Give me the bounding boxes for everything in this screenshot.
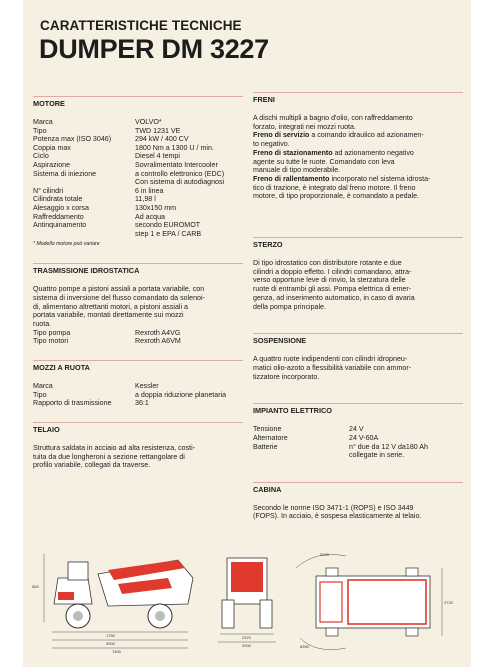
- text-line: (FOPS). In acciaio, è sospesa elasticamente al telaio.: [253, 512, 422, 521]
- spec-value-line: VOLVO*: [135, 118, 162, 126]
- dumper-front-view-drawing: [212, 548, 282, 658]
- telaio-text: [33, 444, 243, 470]
- spec-label: Coppia max: [33, 143, 71, 152]
- page-title: DUMPER DM 3227: [39, 34, 269, 64]
- section-heading-mozzi: MOZZI A RUOTA: [33, 360, 243, 372]
- text-line: [253, 149, 463, 158]
- spec-row: [33, 204, 243, 213]
- spec-value-line: Kessler: [135, 382, 159, 391]
- spec-row: [33, 399, 243, 408]
- text-line: [253, 114, 463, 123]
- section-heading-telaio: TELAIO: [33, 422, 243, 434]
- spec-value-line: 1800 Nm a 1300 U / min.: [135, 143, 214, 152]
- spec-label: Alternatore: [253, 433, 288, 442]
- spec-label: Antinquinamento: [33, 221, 87, 230]
- freni-text: [253, 114, 463, 201]
- text-fragment: ad azionamento negativo: [332, 148, 414, 157]
- top-dim-label: 8390: [300, 644, 309, 649]
- dumper-side-view-drawing: [28, 548, 208, 658]
- text-fragment: A dischi multipli a bagno d'olio, con raffreddamento: [253, 114, 413, 122]
- text-line: genza, ad inserimento automatico, in caso di avaria: [253, 293, 415, 302]
- text-line: tizzatore incorporato.: [253, 372, 320, 381]
- spec-value: [135, 337, 243, 346]
- text-line: [253, 131, 463, 140]
- spec-value-line: Sovralimentato Intercooler: [135, 160, 218, 169]
- spec-value-line: Con sistema di autodiagnosi: [135, 178, 225, 187]
- text-line: profilo variabile, collegati da traverse.: [33, 461, 151, 470]
- text-fragment: a comando idraulico ad azionamen-: [309, 131, 424, 140]
- spec-label: Tipo pompa: [33, 328, 71, 337]
- spec-value: [135, 221, 243, 238]
- section-heading-freni: FRENI: [253, 92, 463, 104]
- spec-value: [349, 443, 463, 460]
- spec-value-line: 36:1: [135, 399, 149, 408]
- spec-label: Tipo motori: [33, 337, 69, 346]
- trasmissione-table: [33, 329, 243, 346]
- sospensione-text: [253, 355, 463, 381]
- spec-row: [33, 187, 243, 196]
- spec-value-line: 24 V-60A: [349, 433, 379, 442]
- side-dim-label: 7400: [112, 649, 121, 654]
- spec-row: [33, 195, 243, 204]
- text-line: ruota.: [33, 320, 52, 329]
- spec-value-line: 130x150 mm: [135, 203, 177, 212]
- spec-value-line: secondo EUROMOT: [135, 221, 201, 230]
- spec-value-line: a controllo elettronico (EDC): [135, 169, 225, 178]
- spec-value-line: 11,98 l: [135, 195, 156, 204]
- text-line: Quattro pompe a pistoni assiali a portata variabile, con: [33, 285, 205, 294]
- text-fragment: motore, di tipo proporzionale, è comandato a pedale.: [253, 192, 420, 201]
- spec-label: Marca: [33, 118, 53, 126]
- text-line: A quattro ruote indipendenti con cilindri idropneu-: [253, 355, 408, 364]
- section-heading-impianto: IMPIANTO ELETTRICO: [253, 403, 463, 415]
- trasmissione-text: [33, 285, 243, 329]
- spec-label: Potenza max (ISO 3046): [33, 135, 112, 144]
- spec-label: Sistema di iniezione: [33, 169, 97, 178]
- text-line: della pompa principale.: [253, 302, 326, 311]
- spec-value: [135, 399, 243, 408]
- spec-value: [135, 118, 243, 127]
- text-fragment: to negativo.: [253, 140, 290, 149]
- spec-label: Tipo: [33, 390, 47, 399]
- text-line: portata variabile, montati direttamente sui mozzi: [33, 311, 184, 320]
- spec-value-line: Rexroth A6VM: [135, 337, 181, 346]
- spec-value: [135, 135, 243, 144]
- section-heading-cabina: CABINA: [253, 482, 463, 494]
- spec-value-line: n° due da 12 V da180 Ah: [349, 442, 428, 451]
- text-line: tuita da due longheroni a sezione rettangolare di: [33, 452, 185, 461]
- bold-term: Freno di servizio: [253, 131, 310, 140]
- text-line: matici olio-azoto a flessibilità variabile con ammor-: [253, 363, 412, 372]
- spec-value: [135, 213, 243, 222]
- spec-row: [33, 144, 243, 153]
- spec-row: [33, 213, 243, 222]
- spec-label: Batterie: [253, 442, 278, 451]
- text-line: [253, 166, 463, 175]
- text-line: di, alimentano altrettanti motori, a pistoni assiali a: [33, 302, 188, 311]
- spec-value: [135, 391, 243, 400]
- text-line: Di tipo idrostatico con distributore rotante e due: [253, 259, 402, 268]
- top-dim-label: 2720: [444, 600, 453, 605]
- cabina-text: [253, 504, 463, 521]
- right-column: [253, 92, 463, 521]
- spec-row: [253, 443, 463, 460]
- section-heading-trasmissione: TRASMISSIONE IDROSTATICA: [33, 263, 243, 275]
- text-line: Secondo le norme ISO 3471-1 (ROPS) e ISO 3449: [253, 503, 414, 512]
- side-dim-label: 1750: [106, 633, 115, 638]
- text-line: [253, 123, 463, 132]
- spec-value-line: Ad acqua: [135, 212, 165, 221]
- section-heading-sterzo: STERZO: [253, 237, 463, 249]
- spec-value: [135, 127, 243, 136]
- spec-value-line: 24 V: [349, 425, 364, 434]
- spec-row: [253, 434, 463, 443]
- motore-table: [33, 118, 243, 238]
- spec-value: [135, 382, 243, 391]
- spec-label: Tensione: [253, 425, 282, 434]
- spec-label: N° cilindri: [33, 186, 64, 195]
- spec-label: Rapporto di trasmissione: [33, 399, 112, 408]
- spec-row: [33, 152, 243, 161]
- side-dim-label: 565: [32, 584, 39, 589]
- spec-row: [33, 118, 243, 127]
- spec-row: [33, 170, 243, 187]
- spec-row: [33, 127, 243, 136]
- text-line: [253, 175, 463, 184]
- spec-value-line: 294 kW / 400 CV: [135, 135, 189, 144]
- spec-row: [33, 391, 243, 400]
- bold-term: Freno di stazionamento: [253, 148, 333, 157]
- side-dim-label: 3900: [106, 641, 115, 646]
- top-dim-label: 5390: [320, 552, 329, 557]
- spec-value: [135, 152, 243, 161]
- left-column: [33, 96, 243, 470]
- spec-value: [135, 329, 243, 338]
- spec-label: Alesaggio x corsa: [33, 203, 89, 212]
- page-subtitle: CARATTERISTICHE TECNICHE: [40, 18, 242, 33]
- spec-row: [253, 425, 463, 434]
- spec-value: [349, 425, 463, 434]
- spec-value: [135, 187, 243, 196]
- text-line: verso opportune leve di rinvio, la sterzatura delle: [253, 276, 406, 285]
- text-line: Struttura saldata in acciaio ad alta resistenza, costi-: [33, 443, 196, 452]
- section-heading-sospensione: SOSPENSIONE: [253, 333, 463, 345]
- spec-row: [33, 337, 243, 346]
- spec-value: [135, 195, 243, 204]
- spec-value-line: Diesel 4 tempi: [135, 152, 180, 161]
- bold-term: Freno di rallentamento: [253, 174, 330, 183]
- text-line: [253, 192, 463, 201]
- spec-label: Cilindrata totale: [33, 195, 83, 204]
- impianto-table: [253, 425, 463, 459]
- spec-row: [33, 161, 243, 170]
- spec-row: [33, 221, 243, 238]
- text-line: [253, 184, 463, 193]
- dumper-top-view-drawing: [286, 548, 456, 658]
- spec-label: Tipo: [33, 126, 47, 135]
- text-line: [253, 140, 463, 149]
- spec-value: [135, 170, 243, 187]
- spec-row: [33, 135, 243, 144]
- text-line: sistema di inversione del flusso comandato da solenoi-: [33, 294, 205, 303]
- front-dim-label: 2900: [242, 643, 251, 648]
- text-line: [253, 158, 463, 167]
- spec-value-line: 6 in linea: [135, 186, 164, 195]
- spec-value-line: step 1 e EPA / CARB: [135, 229, 202, 238]
- motore-footnote: * Modello motore può variare: [33, 241, 100, 248]
- sterzo-text: [253, 259, 463, 311]
- text-line: cilindri a doppio effetto. I cilindri comandano, attra-: [253, 267, 412, 276]
- spec-row: [33, 382, 243, 391]
- front-dim-label: 2370: [242, 635, 251, 640]
- section-heading-motore: MOTORE: [33, 96, 243, 108]
- spec-value: [135, 144, 243, 153]
- spec-value-line: a doppia riduzione planetaria: [135, 390, 227, 399]
- spec-value: [349, 434, 463, 443]
- spec-value-line: TWD 1231 VE: [135, 126, 181, 135]
- text-fragment: tico di trazione, è integrato dal freno motore. Il freno: [253, 183, 416, 192]
- spec-value-line: collegate in serie.: [349, 451, 405, 460]
- spec-row: [33, 329, 243, 338]
- spec-value: [135, 204, 243, 213]
- text-fragment: incorporato nel sistema idrosta-: [329, 174, 431, 183]
- mozzi-table: [33, 382, 243, 408]
- spec-label: Raffreddamento: [33, 212, 84, 221]
- text-line: ruote di entrambi gli assi. Pompa elettrica di emer-: [253, 285, 412, 294]
- text-fragment: forzato, integrati nei mozzi ruota.: [253, 122, 356, 131]
- spec-label: Aspirazione: [33, 160, 71, 169]
- spec-value: [135, 161, 243, 170]
- spec-label: Ciclo: [33, 152, 49, 161]
- spec-value-line: Rexroth A4VG: [135, 328, 181, 337]
- text-fragment: manuale di tipo moderabile.: [253, 166, 341, 175]
- spec-label: Marca: [33, 382, 53, 391]
- text-fragment: agente su tutte le ruote. Comandato con leva: [253, 157, 395, 166]
